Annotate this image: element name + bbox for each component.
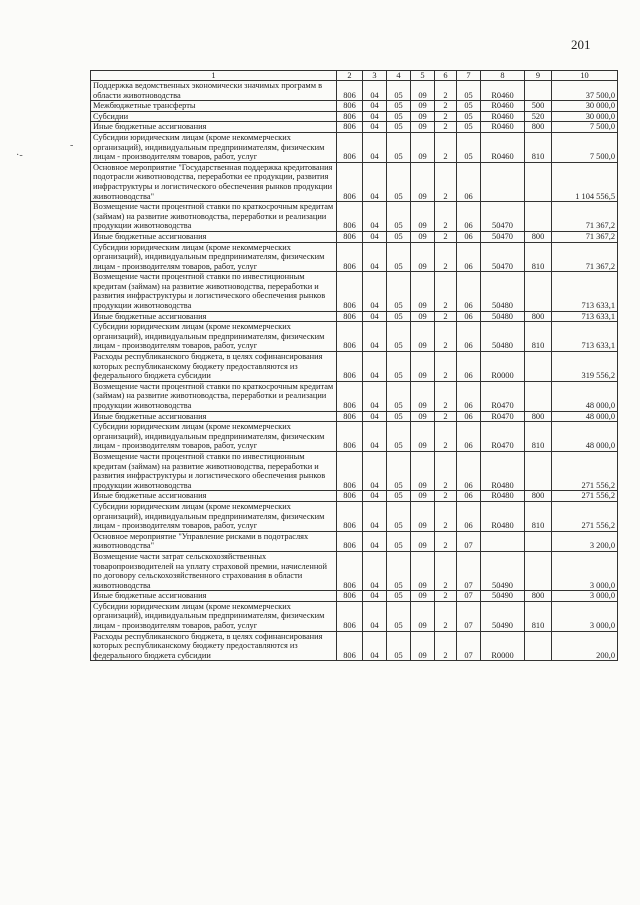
table-row [91, 101, 618, 112]
code-cell: 06 [457, 451, 481, 490]
code-cell: 09 [411, 202, 435, 232]
column-header: 2 [337, 71, 363, 81]
code-cell: 04 [363, 162, 387, 201]
code-cell: 2 [435, 381, 457, 411]
amount-cell: 37 500,0 [552, 81, 618, 101]
code-cell: R0480 [481, 451, 525, 490]
code-cell: 06 [457, 231, 481, 242]
row-name-cell: Возмещение части процентной ставки по краткосрочным кредитам (займам) на развитие животноводства, переработки и реализации продукции животноводства [91, 381, 337, 411]
code-cell [525, 162, 552, 201]
table-row [91, 122, 618, 133]
code-cell: 05 [387, 132, 411, 162]
code-cell: 04 [363, 202, 387, 232]
code-cell: 05 [387, 491, 411, 502]
row-name-cell: Иные бюджетные ассигнования [91, 491, 337, 502]
row-name-cell: Возмещение части затрат сельскохозяйственных товаропроизводителей на уплату страховой премии, начисленной по договору сельскохозяйственного страхования в области животноводства [91, 551, 337, 590]
row-name-cell: Расходы республиканского бюджета, в целях софинансирования которых республиканскому бюджету предоставляются из федерального бюджета субсидии [91, 631, 337, 661]
code-cell [481, 531, 525, 551]
code-cell: 800 [525, 122, 552, 133]
code-cell: 06 [457, 202, 481, 232]
code-cell: 05 [387, 631, 411, 661]
code-cell: 2 [435, 242, 457, 272]
column-header: 6 [435, 71, 457, 81]
table-row [91, 272, 618, 311]
code-cell: 05 [387, 272, 411, 311]
code-cell: 2 [435, 601, 457, 631]
code-cell: 05 [387, 322, 411, 352]
code-cell: 05 [457, 111, 481, 122]
code-cell: 06 [457, 242, 481, 272]
code-cell: 04 [363, 551, 387, 590]
table-row [91, 162, 618, 201]
code-cell: 09 [411, 242, 435, 272]
code-cell: 09 [411, 311, 435, 322]
code-cell: 06 [457, 311, 481, 322]
amount-cell: 713 633,1 [552, 272, 618, 311]
code-cell: 810 [525, 601, 552, 631]
code-cell: 05 [387, 531, 411, 551]
row-name-cell: Субсидии юридическим лицам (кроме некоммерческих организаций), индивидуальным предпринимателям, физическим лицам - производителям товаров, работ, услуг [91, 242, 337, 272]
code-cell: 806 [337, 381, 363, 411]
row-name-cell: Возмещение части процентной ставки по краткосрочным кредитам (займам) на развитие животноводства, переработки и реализации продукции животноводства [91, 202, 337, 232]
table-row [91, 322, 618, 352]
amount-cell: 319 556,2 [552, 352, 618, 382]
table-row [91, 631, 618, 661]
code-cell: 806 [337, 422, 363, 452]
amount-cell: 7 500,0 [552, 132, 618, 162]
code-cell: 06 [457, 422, 481, 452]
scan-mark: - [70, 140, 74, 151]
row-name-cell: Субсидии юридическим лицам (кроме некоммерческих организаций), индивидуальным предпринимателям, физическим лицам - производителям товаров, работ, услуг [91, 501, 337, 531]
code-cell: 810 [525, 501, 552, 531]
code-cell: 810 [525, 322, 552, 352]
code-cell: 806 [337, 272, 363, 311]
table-row [91, 231, 618, 242]
code-cell: 04 [363, 422, 387, 452]
amount-cell: 30 000,0 [552, 101, 618, 112]
row-name-cell: Иные бюджетные ассигнования [91, 311, 337, 322]
amount-cell: 48 000,0 [552, 381, 618, 411]
table-row [91, 242, 618, 272]
code-cell [525, 631, 552, 661]
amount-cell: 3 200,0 [552, 531, 618, 551]
code-cell: 2 [435, 231, 457, 242]
code-cell: 2 [435, 311, 457, 322]
code-cell: 06 [457, 272, 481, 311]
code-cell: 05 [457, 101, 481, 112]
table-row [91, 551, 618, 590]
amount-cell: 48 000,0 [552, 411, 618, 422]
code-cell: 806 [337, 551, 363, 590]
code-cell: 2 [435, 111, 457, 122]
code-cell [525, 272, 552, 311]
code-cell: 05 [387, 451, 411, 490]
code-cell: 806 [337, 491, 363, 502]
code-cell: 50470 [481, 242, 525, 272]
code-cell: 09 [411, 601, 435, 631]
table-row [91, 451, 618, 490]
code-cell: 07 [457, 631, 481, 661]
code-cell: 09 [411, 322, 435, 352]
code-cell: 50480 [481, 322, 525, 352]
amount-cell: 271 556,2 [552, 501, 618, 531]
table-row [91, 591, 618, 602]
row-name-cell: Основное мероприятие "Управление рисками в подотраслях животноводства" [91, 531, 337, 551]
row-name-cell: Межбюджетные трансферты [91, 101, 337, 112]
code-cell: 810 [525, 132, 552, 162]
code-cell: 810 [525, 422, 552, 452]
code-cell: 05 [387, 411, 411, 422]
code-cell: 05 [387, 381, 411, 411]
code-cell: R0480 [481, 501, 525, 531]
code-cell: 05 [387, 601, 411, 631]
code-cell: 2 [435, 101, 457, 112]
code-cell: 09 [411, 631, 435, 661]
code-cell: 800 [525, 411, 552, 422]
code-cell: 806 [337, 451, 363, 490]
code-cell [525, 381, 552, 411]
code-cell: 806 [337, 231, 363, 242]
code-cell: 05 [387, 591, 411, 602]
code-cell: 05 [387, 101, 411, 112]
code-cell: 806 [337, 411, 363, 422]
amount-cell: 7 500,0 [552, 122, 618, 133]
code-cell: 09 [411, 272, 435, 311]
code-cell: R0460 [481, 122, 525, 133]
code-cell: 06 [457, 491, 481, 502]
amount-cell: 200,0 [552, 631, 618, 661]
table-row [91, 422, 618, 452]
code-cell: 2 [435, 81, 457, 101]
code-cell: 500 [525, 101, 552, 112]
code-cell: 04 [363, 591, 387, 602]
table-row [91, 132, 618, 162]
table-row [91, 491, 618, 502]
row-name-cell: Возмещение части процентной ставки по инвестиционным кредитам (займам) на развитие животноводства, переработки и развития инфраструктуры и логистического обеспечения рынков продукции животноводства [91, 451, 337, 490]
code-cell: 05 [387, 501, 411, 531]
code-cell: 2 [435, 501, 457, 531]
code-cell: 04 [363, 311, 387, 322]
code-cell: R0470 [481, 411, 525, 422]
code-cell: 806 [337, 101, 363, 112]
code-cell: 04 [363, 231, 387, 242]
code-cell [525, 202, 552, 232]
column-header: 4 [387, 71, 411, 81]
code-cell: R0460 [481, 101, 525, 112]
table-header-row [91, 71, 618, 81]
code-cell: 05 [387, 422, 411, 452]
code-cell: R0460 [481, 81, 525, 101]
code-cell: 06 [457, 322, 481, 352]
code-cell: 09 [411, 491, 435, 502]
table-row [91, 411, 618, 422]
code-cell: 2 [435, 352, 457, 382]
row-name-cell: Субсидии юридическим лицам (кроме некоммерческих организаций), индивидуальным предпринимателям, физическим лицам - производителям товаров, работ, услуг [91, 601, 337, 631]
code-cell [481, 162, 525, 201]
row-name-cell: Субсидии юридическим лицам (кроме некоммерческих организаций), индивидуальным предпринимателям, физическим лицам - производителям товаров, работ, услуг [91, 132, 337, 162]
code-cell: 09 [411, 122, 435, 133]
code-cell: 09 [411, 411, 435, 422]
code-cell: 50480 [481, 311, 525, 322]
code-cell: 09 [411, 591, 435, 602]
table-row [91, 352, 618, 382]
code-cell: 04 [363, 272, 387, 311]
code-cell: 09 [411, 352, 435, 382]
code-cell: 806 [337, 202, 363, 232]
amount-cell: 3 000,0 [552, 551, 618, 590]
code-cell: 05 [457, 81, 481, 101]
column-header: 9 [525, 71, 552, 81]
row-name-cell: Поддержка ведомственных экономически значимых программ в области животноводства [91, 81, 337, 101]
code-cell: 04 [363, 501, 387, 531]
amount-cell: 3 000,0 [552, 591, 618, 602]
code-cell: 806 [337, 111, 363, 122]
budget-table [90, 70, 618, 661]
code-cell: 04 [363, 352, 387, 382]
column-header: 7 [457, 71, 481, 81]
page-number: 201 [571, 37, 591, 52]
amount-cell: 713 633,1 [552, 322, 618, 352]
code-cell: 50470 [481, 231, 525, 242]
code-cell [525, 81, 552, 101]
amount-cell: 48 000,0 [552, 422, 618, 452]
code-cell: 04 [363, 631, 387, 661]
code-cell: 06 [457, 352, 481, 382]
code-cell: 806 [337, 81, 363, 101]
code-cell: 09 [411, 81, 435, 101]
code-cell: 806 [337, 501, 363, 531]
code-cell: 05 [387, 231, 411, 242]
code-cell: 05 [387, 111, 411, 122]
table-row [91, 381, 618, 411]
code-cell: 04 [363, 381, 387, 411]
code-cell: 806 [337, 352, 363, 382]
code-cell: 09 [411, 381, 435, 411]
amount-cell: 271 556,2 [552, 451, 618, 490]
code-cell: 09 [411, 231, 435, 242]
code-cell: R0470 [481, 381, 525, 411]
code-cell: 800 [525, 311, 552, 322]
amount-cell: 3 000,0 [552, 601, 618, 631]
code-cell: 2 [435, 132, 457, 162]
code-cell: 06 [457, 381, 481, 411]
code-cell: 806 [337, 132, 363, 162]
code-cell: 05 [387, 81, 411, 101]
code-cell: 04 [363, 122, 387, 133]
code-cell: 800 [525, 231, 552, 242]
code-cell: R0000 [481, 631, 525, 661]
amount-cell: 71 367,2 [552, 231, 618, 242]
code-cell: 09 [411, 132, 435, 162]
code-cell: R0460 [481, 132, 525, 162]
code-cell: 2 [435, 591, 457, 602]
code-cell: 2 [435, 272, 457, 311]
row-name-cell: Иные бюджетные ассигнования [91, 231, 337, 242]
code-cell: R0460 [481, 111, 525, 122]
code-cell: 04 [363, 491, 387, 502]
code-cell: 07 [457, 601, 481, 631]
code-cell: 07 [457, 531, 481, 551]
code-cell: 810 [525, 242, 552, 272]
code-cell: 05 [387, 352, 411, 382]
code-cell: 800 [525, 591, 552, 602]
code-cell: 806 [337, 531, 363, 551]
row-name-cell: Расходы республиканского бюджета, в целях софинансирования которых республиканскому бюджету предоставляются из федерального бюджета субсидии [91, 352, 337, 382]
row-name-cell: Основное мероприятие "Государственная поддержка кредитования подотрасли животноводства, переработки ее продукции, развития инфраструктуры и логистического обеспечения рынков продукции животноводства" [91, 162, 337, 201]
code-cell: 04 [363, 601, 387, 631]
code-cell: 09 [411, 531, 435, 551]
row-name-cell: Субсидии юридическим лицам (кроме некоммерческих организаций), индивидуальным предпринимателям, физическим лицам - производителям товаров, работ, услуг [91, 322, 337, 352]
code-cell [525, 531, 552, 551]
row-name-cell: Субсидии [91, 111, 337, 122]
table-row [91, 601, 618, 631]
code-cell: 05 [387, 551, 411, 590]
code-cell: 806 [337, 631, 363, 661]
amount-cell: 30 000,0 [552, 111, 618, 122]
code-cell: 05 [387, 122, 411, 133]
code-cell: 806 [337, 162, 363, 201]
code-cell: 806 [337, 311, 363, 322]
code-cell: 05 [387, 242, 411, 272]
table-row [91, 311, 618, 322]
code-cell: 05 [457, 132, 481, 162]
table-row [91, 111, 618, 122]
column-header: 10 [552, 71, 618, 81]
code-cell: 2 [435, 422, 457, 452]
code-cell: 50490 [481, 601, 525, 631]
column-header: 8 [481, 71, 525, 81]
code-cell: R0480 [481, 491, 525, 502]
row-name-cell: Субсидии юридическим лицам (кроме некоммерческих организаций), индивидуальным предпринимателям, физическим лицам - производителям товаров, работ, услуг [91, 422, 337, 452]
scan-mark: ·- [16, 150, 23, 161]
code-cell: 2 [435, 322, 457, 352]
row-name-cell: Возмещение части процентной ставки по инвестиционным кредитам (займам) на развитие животноводства, переработки и развития инфраструктуры и логистического обеспечения рынков продукции животноводства [91, 272, 337, 311]
code-cell: 06 [457, 501, 481, 531]
code-cell: R0470 [481, 422, 525, 452]
table-row [91, 81, 618, 101]
amount-cell: 271 556,2 [552, 491, 618, 502]
code-cell: 06 [457, 162, 481, 201]
code-cell: 50490 [481, 551, 525, 590]
code-cell: 04 [363, 451, 387, 490]
row-name-cell: Иные бюджетные ассигнования [91, 122, 337, 133]
code-cell: 2 [435, 551, 457, 590]
table-row [91, 202, 618, 232]
code-cell: 2 [435, 451, 457, 490]
code-cell: 04 [363, 322, 387, 352]
code-cell: 50490 [481, 591, 525, 602]
code-cell: 806 [337, 242, 363, 272]
code-cell: 04 [363, 111, 387, 122]
column-header: 1 [91, 71, 337, 81]
code-cell: 2 [435, 411, 457, 422]
table-row [91, 501, 618, 531]
code-cell: R0000 [481, 352, 525, 382]
code-cell: 806 [337, 591, 363, 602]
code-cell: 04 [363, 531, 387, 551]
code-cell: 05 [457, 122, 481, 133]
code-cell: 09 [411, 422, 435, 452]
column-header: 3 [363, 71, 387, 81]
code-cell: 806 [337, 601, 363, 631]
code-cell: 04 [363, 101, 387, 112]
code-cell: 2 [435, 162, 457, 201]
code-cell: 2 [435, 631, 457, 661]
amount-cell: 1 104 556,5 [552, 162, 618, 201]
code-cell [525, 451, 552, 490]
code-cell: 09 [411, 101, 435, 112]
column-header: 5 [411, 71, 435, 81]
amount-cell: 71 367,2 [552, 202, 618, 232]
code-cell: 50480 [481, 272, 525, 311]
code-cell: 09 [411, 551, 435, 590]
code-cell: 800 [525, 491, 552, 502]
code-cell: 04 [363, 132, 387, 162]
code-cell: 2 [435, 122, 457, 133]
code-cell: 04 [363, 81, 387, 101]
code-cell: 04 [363, 242, 387, 272]
code-cell: 2 [435, 491, 457, 502]
code-cell: 2 [435, 202, 457, 232]
code-cell: 2 [435, 531, 457, 551]
code-cell: 06 [457, 411, 481, 422]
table-row [91, 531, 618, 551]
code-cell: 07 [457, 591, 481, 602]
code-cell: 520 [525, 111, 552, 122]
code-cell: 50470 [481, 202, 525, 232]
code-cell [525, 551, 552, 590]
code-cell: 05 [387, 202, 411, 232]
code-cell: 09 [411, 451, 435, 490]
code-cell: 07 [457, 551, 481, 590]
amount-cell: 71 367,2 [552, 242, 618, 272]
amount-cell: 713 633,1 [552, 311, 618, 322]
code-cell: 04 [363, 411, 387, 422]
code-cell: 05 [387, 311, 411, 322]
code-cell [525, 352, 552, 382]
table-body [91, 81, 618, 661]
code-cell: 806 [337, 322, 363, 352]
code-cell: 09 [411, 111, 435, 122]
code-cell: 09 [411, 162, 435, 201]
code-cell: 05 [387, 162, 411, 201]
code-cell: 806 [337, 122, 363, 133]
row-name-cell: Иные бюджетные ассигнования [91, 591, 337, 602]
row-name-cell: Иные бюджетные ассигнования [91, 411, 337, 422]
code-cell: 09 [411, 501, 435, 531]
